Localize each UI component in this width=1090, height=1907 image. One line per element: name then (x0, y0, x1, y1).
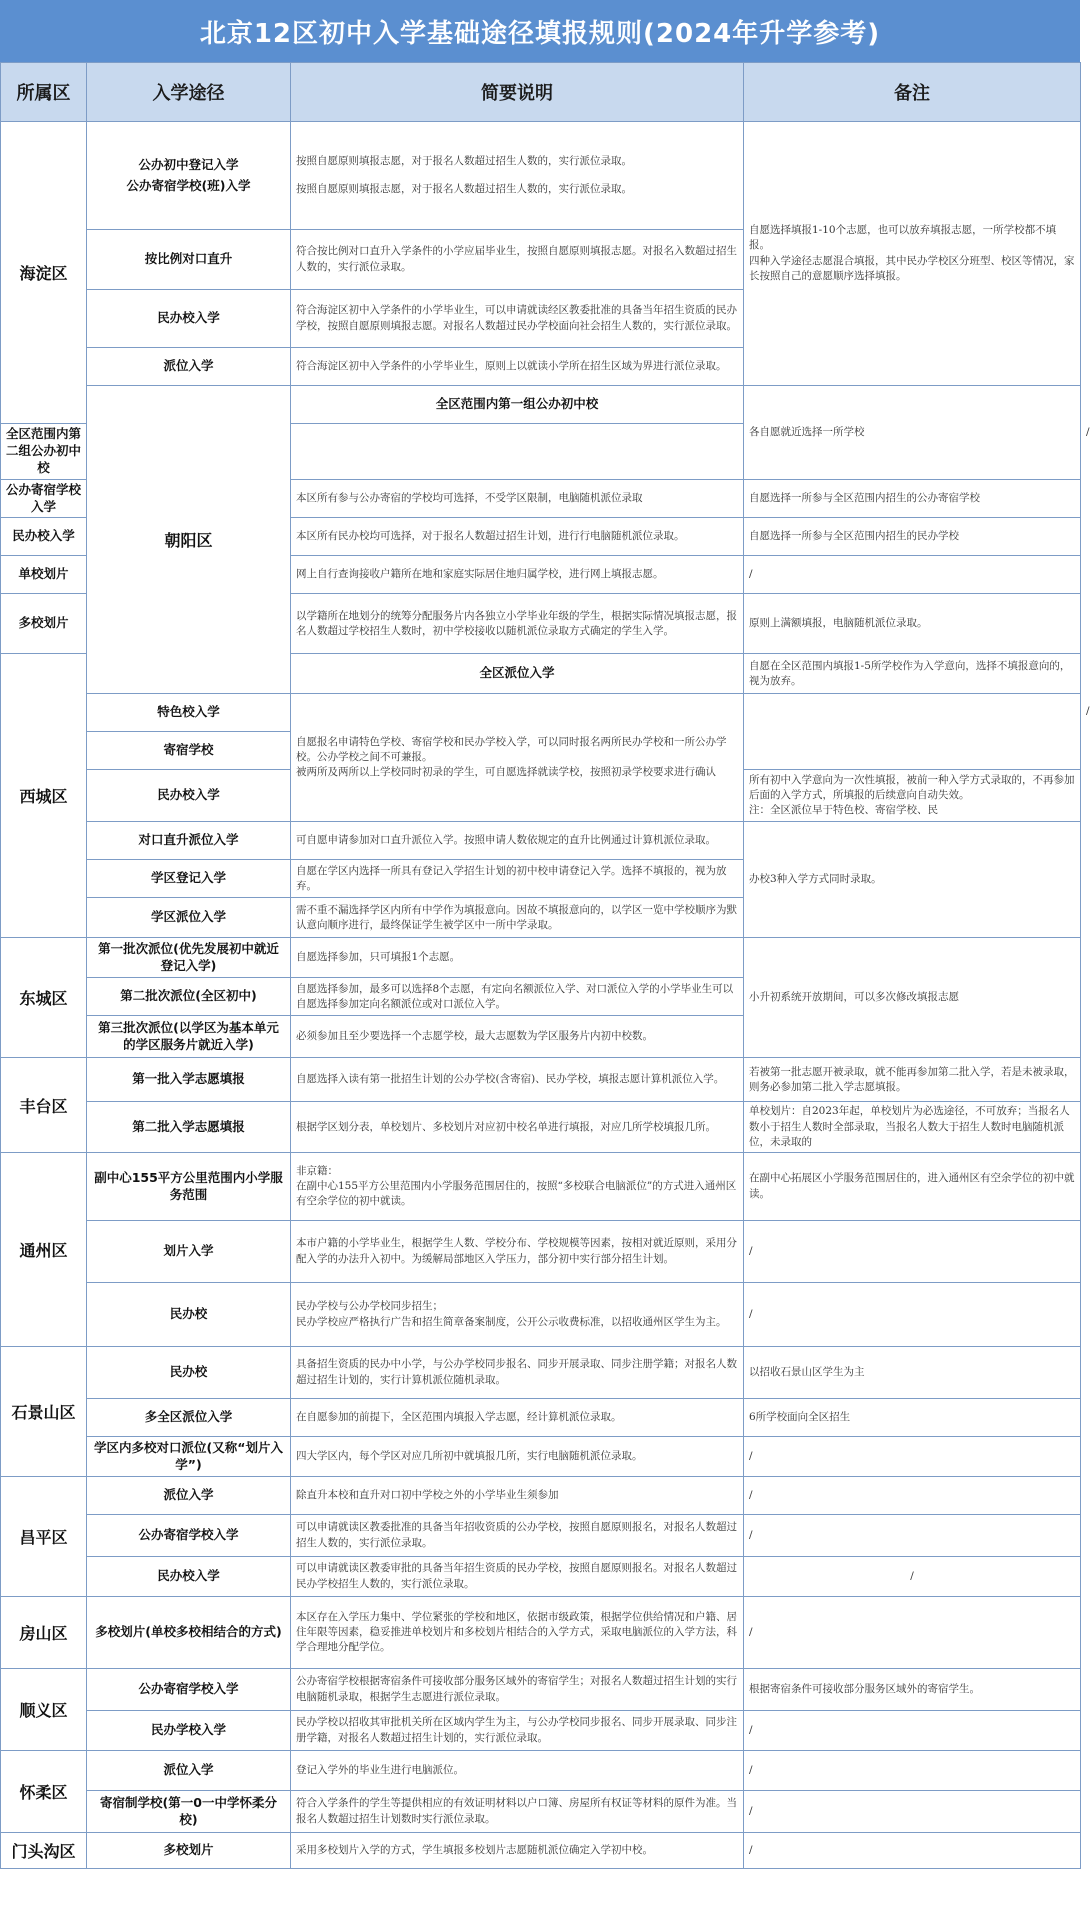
desc-cell: 公办寄宿学校根据寄宿条件可接收部分服务区域外的寄宿学生；对报名人数超过招生计划的实行电脑随机录取，根据学生志愿进行派位录取。 (291, 1669, 744, 1711)
route-cell: 民办校入学 (1, 518, 87, 556)
route-cell: 第二批入学志愿填报 (87, 1102, 291, 1153)
note-cell: / (744, 1557, 1081, 1597)
desc-cell: 符合入学条件的学生等提供相应的有效证明材料以户口簿、房屋所有权证等材料的原件为准。当报名人数超过招生计划数时实行派位录取。 (291, 1791, 744, 1833)
desc-cell: 除直升本校和直升对口初中学校之外的小学毕业生须参加 (291, 1477, 744, 1515)
route-cell: 多校划片 (87, 1833, 291, 1869)
route-cell: 派位入学 (87, 1477, 291, 1515)
route-cell: 全区范围内第一组公办初中校 (291, 386, 744, 424)
route-cell: 划片入学 (87, 1221, 291, 1283)
table-row (1, 1711, 1081, 1751)
district-dongcheng: 东城区 (1, 938, 87, 1058)
table-row (1, 1102, 1081, 1153)
route-cell: 民办校入学 (87, 1557, 291, 1597)
note-cell: / (744, 556, 1081, 594)
note-cell (744, 770, 1081, 822)
district-chaoyang: 朝阳区 (87, 386, 291, 694)
district-shunyi: 顺义区 (1, 1669, 87, 1751)
desc-cell: 需不重不漏选择学区内所有中学作为填报意向。因故不填报意向的，以学区一览中学校顺序为默认意向顺序进行，最终保证学生被学区中一所中学录取。 (291, 898, 744, 938)
table-row (1, 1399, 1081, 1437)
district-mentougou: 门头沟区 (1, 1833, 87, 1869)
desc-cell: 民办学校以招收其审批机关所在区域内学生为主，与公办学校同步报名、同步开展录取、同步注册学籍，对报名人数超过招生计划的，实行派位录取。 (291, 1711, 744, 1751)
note-cell: / (744, 1515, 1081, 1557)
note-cell: 自愿选择一所参与全区范围内招生的民办学校 (744, 518, 1081, 556)
route-label: 公办寄宿学校(班)入学 (126, 177, 251, 193)
desc-cell: 本区所有民办校均可选择，对于报名人数超过招生计划，进行行电脑随机派位录取。 (291, 518, 744, 556)
desc-cell: 登记入学外的毕业生进行电脑派位。 (291, 1751, 744, 1791)
route-cell: 派位入学 (87, 348, 291, 386)
desc-cell: 符合按比例对口直升入学条件的小学应届毕业生，按照自愿原则填报志愿。对报名入数超过招生人数的，实行派位录取。 (291, 230, 744, 290)
route-cell: 按比例对口直升 (87, 230, 291, 290)
note-cell: 单校划片：自2023年起，单校划片为必选途径，不可放弃；当报名人数小于招生人数时全部录取，当报名人数大于招生人数时电脑随机派位，未录取的 (744, 1102, 1081, 1153)
route-label: 公办初中登记入学 (138, 156, 239, 172)
district-fengtai: 丰台区 (1, 1058, 87, 1153)
route-cell: 多全区派位入学 (87, 1399, 291, 1437)
table-row (1, 1437, 1081, 1477)
desc-cell: 在自愿参加的前提下，全区范围内填报入学志愿，经计算机派位录取。 (291, 1399, 744, 1437)
route-cell: 单校划片 (1, 556, 87, 594)
note-cell (744, 122, 1081, 386)
route-cell: 公办寄宿学校入学 (87, 1515, 291, 1557)
desc-cell: 根据学区划分表，单校划片、多校划片对应初中校名单进行填报，对应几所学校填报几所。 (291, 1102, 744, 1153)
note-cell: / (744, 1751, 1081, 1791)
header-district: 所属区 (1, 63, 87, 122)
table-row: 西城区 全区派位入学 自愿在全区范围内填报1-5所学校作为入学意向，选择不填报意向的，视为放弃。 / (1, 654, 1081, 694)
table-row (1, 1153, 1081, 1221)
route-cell: 特色校入学 (87, 694, 291, 732)
desc-cell (291, 694, 744, 822)
route-cell: 公办寄宿学校入学 (1, 479, 87, 518)
note-cell: 若被第一批志愿开被录取，就不能再参加第二批入学，若是未被录取，则务必参加第二批入学志愿填报。 (744, 1058, 1081, 1102)
table-row (1, 1557, 1081, 1597)
route-cell: 副中心155平方公里范围内小学服务范围 (87, 1153, 291, 1221)
desc-cell: 自愿选择入读有第一批招生计划的公办学校(含寄宿)、民办学校，填报志愿计算机派位入学。 (291, 1058, 744, 1102)
route-cell: 寄宿学校 (87, 732, 291, 770)
district-fangshan: 房山区 (1, 1597, 87, 1669)
note-cell: / (744, 1221, 1081, 1283)
route-cell: 多校划片 (1, 594, 87, 654)
header-row (1, 63, 1081, 122)
district-tongzhou: 通州区 (1, 1153, 87, 1347)
table-row (1, 1669, 1081, 1711)
note-cell: 根据寄宿条件可接收部分服务区域外的寄宿学生。 (744, 1669, 1081, 1711)
desc-cell: 必须参加且至少要选择一个志愿学校，最大志愿数为学区服务片内初中校数。 (291, 1016, 744, 1058)
note-cell: 6所学校面向全区招生 (744, 1399, 1081, 1437)
table-row (1, 122, 1081, 230)
note-cell: / (744, 1833, 1081, 1869)
table-row (1, 822, 1081, 860)
district-changping: 昌平区 (1, 1477, 87, 1597)
route-cell: 全区范围内第二组公办初中校 (1, 424, 87, 480)
route-cell: 民办校 (87, 1347, 291, 1399)
route-cell: 民办校入学 (87, 770, 291, 822)
district-huairou: 怀柔区 (1, 1751, 87, 1833)
table-row (1, 1833, 1081, 1869)
route-cell: 民办学校入学 (87, 1711, 291, 1751)
desc-cell (291, 122, 744, 230)
route-cell: 民办校 (87, 1283, 291, 1347)
note-cell: 自愿选择一所参与全区范围内招生的公办寄宿学校 (744, 479, 1081, 518)
desc-cell: 符合海淀区初中入学条件的小学毕业生，原则上以就读小学所在招生区域为界进行派位录取。 (291, 348, 744, 386)
route-cell: 第二批次派位(全区初中) (87, 978, 291, 1016)
note-text: 所有初中入学意向为一次性填报，被前一种入学方式录取的，不再参加后面的入学方式，所填报的后续意向自动失效。 注：全区派位早于特色校、寄宿学校、民 (749, 774, 1075, 817)
desc-cell: 自愿在学区内选择一所具有登记入学招生计划的初中校申请登记入学。选择不填报的，视为放弃。 (291, 860, 744, 898)
table-row (1, 1058, 1081, 1102)
desc-cell (291, 1153, 744, 1221)
desc-cell: 可以申请就读区教委批准的具备当年招收资质的公办学校，按照自愿原则报名，对报名人数超过招生人数的，实行派位录取。 (291, 1515, 744, 1557)
desc-cell: 本区所有参与公办寄宿的学校均可选择，不受学区限制，电脑随机派位录取 (291, 479, 744, 518)
route-cell: 寄宿制学校(第一0一中学怀柔分校) (87, 1791, 291, 1833)
desc-text: 民办学校与公办学校同步招生； 民办学校应严格执行广告和招生简章备案制度，公开公示收费标准，以招收通州区学生为主。 (296, 1300, 727, 1328)
table-row (1, 1477, 1081, 1515)
route-cell: 学区内多校对口派位(又称“划片入学”) (87, 1437, 291, 1477)
header-note: 备注 (744, 63, 1081, 122)
desc-cell: 具备招生资质的民办中小学，与公办学校同步报名、同步开展录取、同步注册学籍；对报名人数超过招生计划的，实行计算机派位随机录取。 (291, 1347, 744, 1399)
desc-cell: 可以申请就读区教委审批的具备当年招生资质的民办学校，按照自愿原则报名。对报名人数超过民办学校招生人数的，实行派位录取。 (291, 1557, 744, 1597)
note-cell: / (744, 1283, 1081, 1347)
desc-cell: 各自愿就近选择一所学校 (744, 386, 1081, 480)
note-cell: / (744, 1597, 1081, 1669)
desc-cell: 符合海淀区初中入学条件的小学毕业生，可以申请就读经区教委批准的具备当年招生资质的民办学校，按照自愿原则填报志愿。对报名人数超过民办学校面向社会招生人数的，实行派位录取。 (291, 290, 744, 348)
header-route: 入学途径 (87, 63, 291, 122)
desc-text: 自愿报名申请特色学校、寄宿学校和民办学校入学，可以同时报名两所民办学校和一所公办学校。公办学校之间不可兼报。 被两所及两所以上学校同时初录的学生，可自愿选择就读学校，按照初录学校要求进行确认 (296, 736, 727, 779)
route-cell (87, 122, 291, 230)
route-cell: 全区派位入学 (291, 654, 744, 694)
route-cell: 学区登记入学 (87, 860, 291, 898)
route-cell: 学区派位入学 (87, 898, 291, 938)
note-cell: 以招收石景山区学生为主 (744, 1347, 1081, 1399)
route-cell: 对口直升派位入学 (87, 822, 291, 860)
note-cell: 办校3种入学方式同时录取。 (744, 822, 1081, 938)
note-text: 自愿选择填报1-10个志愿，也可以放弃填报志愿，一所学校都不填报。 四种入学途径志愿混合填报，其中民办学校区分班型、校区等情况，家长按照自己的意愿顺序选择填报。 (749, 224, 1075, 282)
note-cell: / (744, 1791, 1081, 1833)
table-row (1, 938, 1081, 978)
desc-cell: 本市户籍的小学毕业生，根据学生人数、学校分布、学校规模等因素，按相对就近原则，采用分配入学的办法升入初中。为缓解局部地区入学压力，部分初中实行部分招生计划。 (291, 1221, 744, 1283)
desc-cell: 自愿选择参加，最多可以选择8个志愿，有定向名额派位入学、对口派位入学的小学毕业生可以自愿选择参加定向名额派位或对口派位入学。 (291, 978, 744, 1016)
table-row (1, 1597, 1081, 1669)
table-row (1, 1283, 1081, 1347)
note-cell: / (744, 1477, 1081, 1515)
note-cell: / (744, 1711, 1081, 1751)
note-cell: / (744, 1437, 1081, 1477)
desc-cell: 以学籍所在地划分的统筹分配服务片内各独立小学毕业年级的学生，根据实际情况填报志愿，报名人数超过学校招生人数时，初中学校接收以随机派位录取方式确定的学生入学。 (291, 594, 744, 654)
route-cell: 派位入学 (87, 1751, 291, 1791)
table-row (1, 1221, 1081, 1283)
table-row (1, 1347, 1081, 1399)
table-row (1, 694, 1081, 732)
desc-text: 按照自愿原则填报志愿，对于报名人数超过招生人数的，实行派位录取。 (296, 182, 632, 195)
desc-cell: 自愿选择参加，只可填报1个志愿。 (291, 938, 744, 978)
desc-cell: 可自愿申请参加对口直升派位入学。按照申请人数依规定的直升比例通过计算机派位录取。 (291, 822, 744, 860)
desc-cell: 四大学区内，每个学区对应几所初中就填报几所，实行电脑随机派位录取。 (291, 1437, 744, 1477)
district-xicheng: 西城区 (1, 654, 87, 938)
route-cell: 公办寄宿学校入学 (87, 1669, 291, 1711)
table-row (1, 1791, 1081, 1833)
district-haidian: 海淀区 (1, 122, 87, 424)
table-row (1, 1515, 1081, 1557)
desc-cell: 采用多校划片入学的方式，学生填报多校划片志愿随机派位确定入学初中校。 (291, 1833, 744, 1869)
desc-cell: 网上自行查询接收户籍所在地和家庭实际居住地归属学校，进行网上填报志愿。 (291, 556, 744, 594)
table-row (1, 1751, 1081, 1791)
district-shijingshan: 石景山区 (1, 1347, 87, 1477)
route-cell: 多校划片(单校多校相结合的方式) (87, 1597, 291, 1669)
table-row: 朝阳区 全区范围内第一组公办初中校 各自愿就近选择一所学校 / (1, 386, 1081, 424)
desc-cell (291, 1283, 744, 1347)
route-cell: 第一批次派位(优先发展初中就近登记入学) (87, 938, 291, 978)
route-cell: 民办校入学 (87, 290, 291, 348)
header-desc: 简要说明 (291, 63, 744, 122)
note-cell: 在副中心拓展区小学服务范围居住的，进入通州区有空余学位的初中就读。 (744, 1153, 1081, 1221)
note-cell: 小升初系统开放期间，可以多次修改填报志愿 (744, 938, 1081, 1058)
desc-cell: 本区存在入学压力集中、学位紧张的学校和地区，依据市级政策，根据学位供给情况和户籍、居住年限等因素，稳妥推进单校划片和多校划片相结合的入学方式，采取电脑派位的入学方法，科学合理地分配学位。 (291, 1597, 744, 1669)
rules-table (0, 62, 1090, 1869)
desc-text: 按照自愿原则填报志愿，对于报名人数超过招生人数的，实行派位录取。 (296, 155, 632, 168)
desc-cell: 自愿在全区范围内填报1-5所学校作为入学意向，选择不填报意向的，视为放弃。 (744, 654, 1081, 694)
route-cell: 第三批次派位(以学区为基本单元的学区服务片就近入学) (87, 1016, 291, 1058)
note-cell: 原则上满额填报，电脑随机派位录取。 (744, 594, 1081, 654)
desc-text: 非京籍： 在副中心155平方公里范围内小学服务范围居住的，按照“多校联合电脑派位”的方式进入通州区有空余学位的初中就读。 (296, 1164, 737, 1208)
page-title: 北京12区初中入学基础途径填报规则(2024年升学参考) (0, 0, 1080, 62)
route-cell: 第一批入学志愿填报 (87, 1058, 291, 1102)
